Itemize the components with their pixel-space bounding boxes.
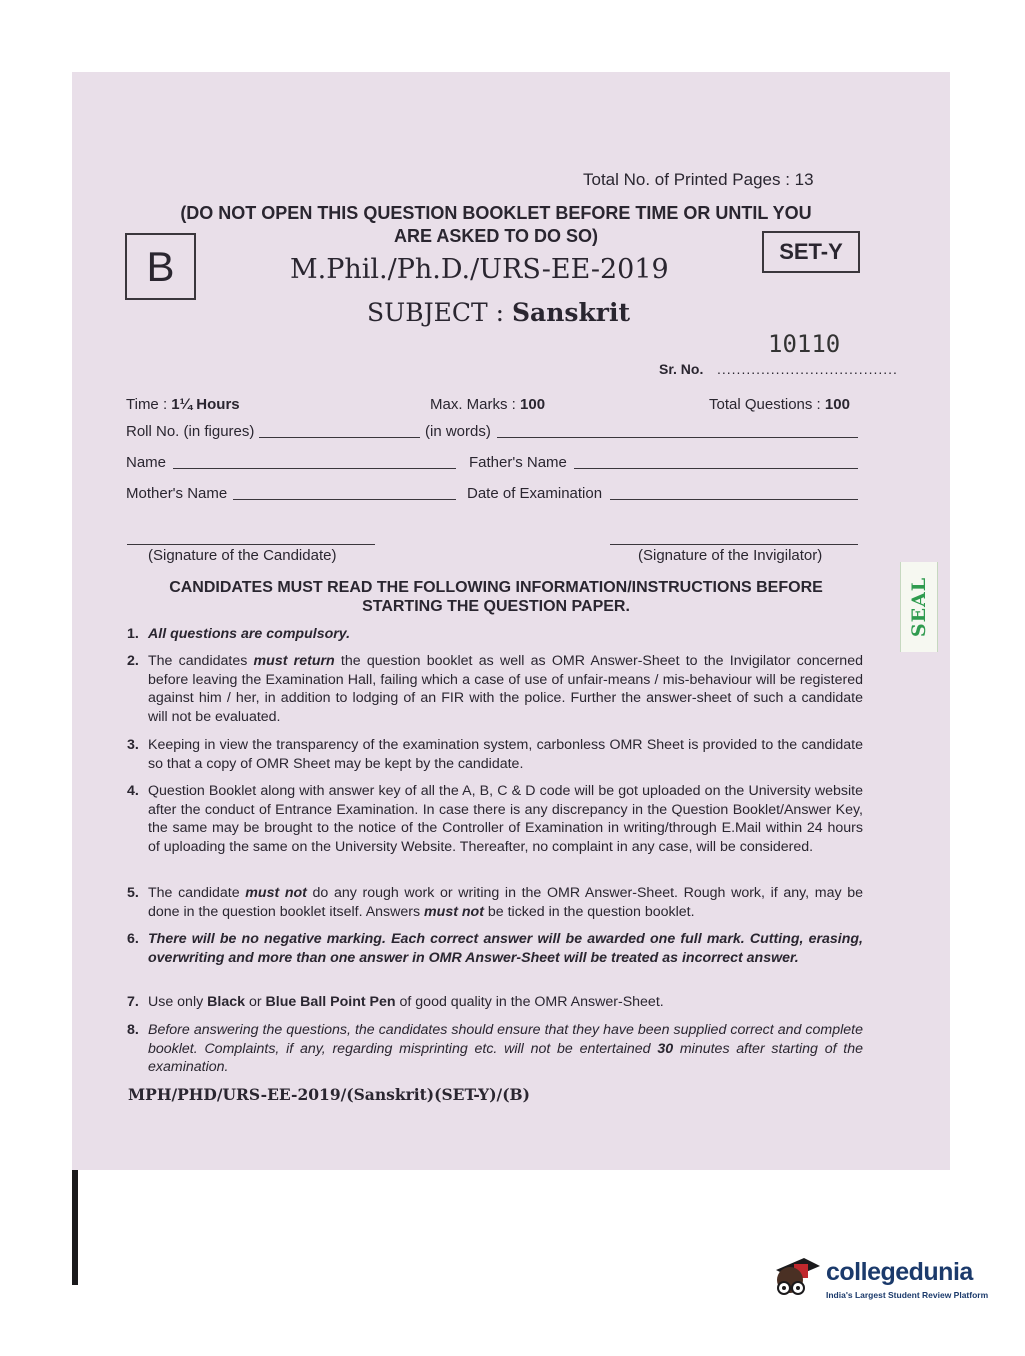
seal-sticker — [900, 562, 938, 652]
date-of-exam-field[interactable] — [610, 499, 858, 500]
instruction-number: 1. — [127, 626, 139, 642]
collegedunia-logo — [770, 1250, 1000, 1312]
date-of-exam-label: Date of Examination — [467, 485, 603, 502]
instruction-number: 7. — [127, 994, 139, 1010]
max-marks-value: 100 — [520, 396, 546, 413]
instructions-heading-line-1: CANDIDATES MUST READ THE FOLLOWING INFORMATION/INSTRUCTIONS BEFORE — [169, 579, 823, 596]
instruction-item — [127, 736, 863, 773]
instruction-number: 2. — [127, 653, 139, 669]
serial-number: 10110 — [768, 330, 841, 358]
scan-edge — [72, 1170, 78, 1285]
fathers-name-field[interactable] — [574, 468, 858, 469]
instruction-text: The candidate must not do any rough work or writing in the OMR Answer-Sheet. Rough work, if any, may be done in the question booklet itself. Answers must not be ticked in the question booklet. — [148, 885, 863, 920]
instruction-item — [127, 993, 863, 1012]
roll-no-figures-label: Roll No. (in figures) — [126, 423, 255, 440]
total-pages: Total No. of Printed Pages : 13 — [583, 170, 814, 189]
mothers-name-label: Mother's Name — [126, 485, 228, 502]
max-marks — [430, 396, 545, 413]
booklet-code-box: B — [125, 233, 196, 300]
instruction-text: There will be no negative marking. Each correct answer will be awarded one full mark. Cutting, erasing, overwriting and more than one answer in OMR Answer-Sheet will be treated as incorrect answer. — [148, 931, 863, 966]
instruction-item — [127, 652, 863, 726]
instruction-text: Use only Black or Blue Ball Point Pen of good quality in the OMR Answer-Sheet. — [148, 994, 664, 1010]
seal-text: SEAL — [908, 576, 930, 638]
instruction-item — [127, 1021, 863, 1077]
name-field[interactable] — [173, 468, 456, 469]
total-questions — [709, 396, 850, 413]
subject-line — [367, 298, 630, 327]
instruction-number: 5. — [127, 885, 139, 901]
instruction-item — [127, 782, 863, 856]
logo-tagline: India's Largest Student Review Platform — [826, 1290, 989, 1300]
booklet-footer-code: MPH/PHD/URS-EE-2019/(Sanskrit)(SET-Y)/(B) — [128, 1085, 530, 1104]
invigilator-signature-line[interactable] — [610, 544, 858, 545]
instruction-text: Question Booklet along with answer key of all the A, B, C & D code will be got uploaded on the University website after the conduct of Entrance Examination. In case there is any discrepancy in the Question Booklet/Answer Key, the same may be brought to the notice of the Controller of Examination in writing/through E.Mail within 24 hours of uploading the same on the University Website. Thereafter, no complaint in any case, will be considered. — [148, 783, 863, 855]
max-marks-label: Max. Marks : — [430, 396, 521, 413]
instruction-item — [127, 930, 863, 967]
roll-no-words-field[interactable] — [497, 437, 858, 438]
warning-line-1: (DO NOT OPEN THIS QUESTION BOOKLET BEFORE TIME OR UNTIL YOU — [180, 203, 812, 223]
warning-line-2: ARE ASKED TO DO SO) — [393, 226, 599, 246]
instruction-text: All questions are compulsory. — [148, 626, 351, 642]
candidate-signature-label: (Signature of the Candidate) — [148, 547, 337, 564]
total-questions-value: 100 — [824, 396, 850, 413]
invigilator-signature-label: (Signature of the Invigilator) — [638, 547, 823, 564]
sr-no-label: Sr. No. — [659, 361, 704, 377]
exam-title: M.Phil./Ph.D./URS-EE-2019 — [290, 254, 669, 285]
mascot-icon — [770, 1250, 822, 1310]
candidate-signature-line[interactable] — [127, 544, 375, 545]
roll-no-figures-field[interactable] — [259, 437, 420, 438]
subject-value: Sanskrit — [511, 298, 631, 327]
set-box: SET-Y — [762, 231, 860, 273]
do-not-open-warning — [120, 202, 872, 248]
instruction-item — [127, 884, 863, 921]
time-value: 1¼ Hours — [171, 396, 240, 413]
instruction-text: Before answering the questions, the candidates should ensure that they have been supplied correct and complete booklet. Complaints, if any, regarding misprinting etc. will not be entertained 30 minutes after starting of the examination. — [148, 1022, 864, 1075]
subject-label: SUBJECT : — [367, 298, 512, 327]
instruction-number: 8. — [127, 1022, 139, 1038]
roll-no-words-label: (in words) — [425, 423, 491, 440]
instructions-heading-line-2: STARTING THE QUESTION PAPER. — [362, 598, 630, 615]
logo-brand: collegedunia — [826, 1258, 973, 1286]
instruction-number: 3. — [127, 737, 139, 753]
total-questions-label: Total Questions : — [709, 396, 825, 413]
time-label: Time : — [126, 396, 172, 413]
fathers-name-label: Father's Name — [469, 454, 567, 471]
time — [126, 396, 240, 413]
name-label: Name — [126, 454, 167, 471]
instruction-number: 4. — [127, 783, 139, 799]
instruction-text: The candidates must return the question booklet as well as OMR Answer-Sheet to the Invigilator concerned before leaving the Examination Hall, failing which a case of use of unfair-means / mis-behaviour will be registered against him / her, in addition to lodging of an FIR with the police. Further the answer-sheet of such a candidate will not be evaluated. — [148, 653, 863, 725]
mothers-name-field[interactable] — [233, 499, 456, 500]
instructions-heading — [120, 578, 872, 616]
instruction-item — [127, 625, 863, 644]
sr-no-dotted-line: ..................................... — [717, 361, 898, 377]
instruction-number: 6. — [127, 931, 139, 947]
instruction-text: Keeping in view the transparency of the examination system, carbonless OMR Sheet is provided to the candidate so that a copy of OMR Sheet may be kept by the candidate. — [148, 737, 863, 772]
